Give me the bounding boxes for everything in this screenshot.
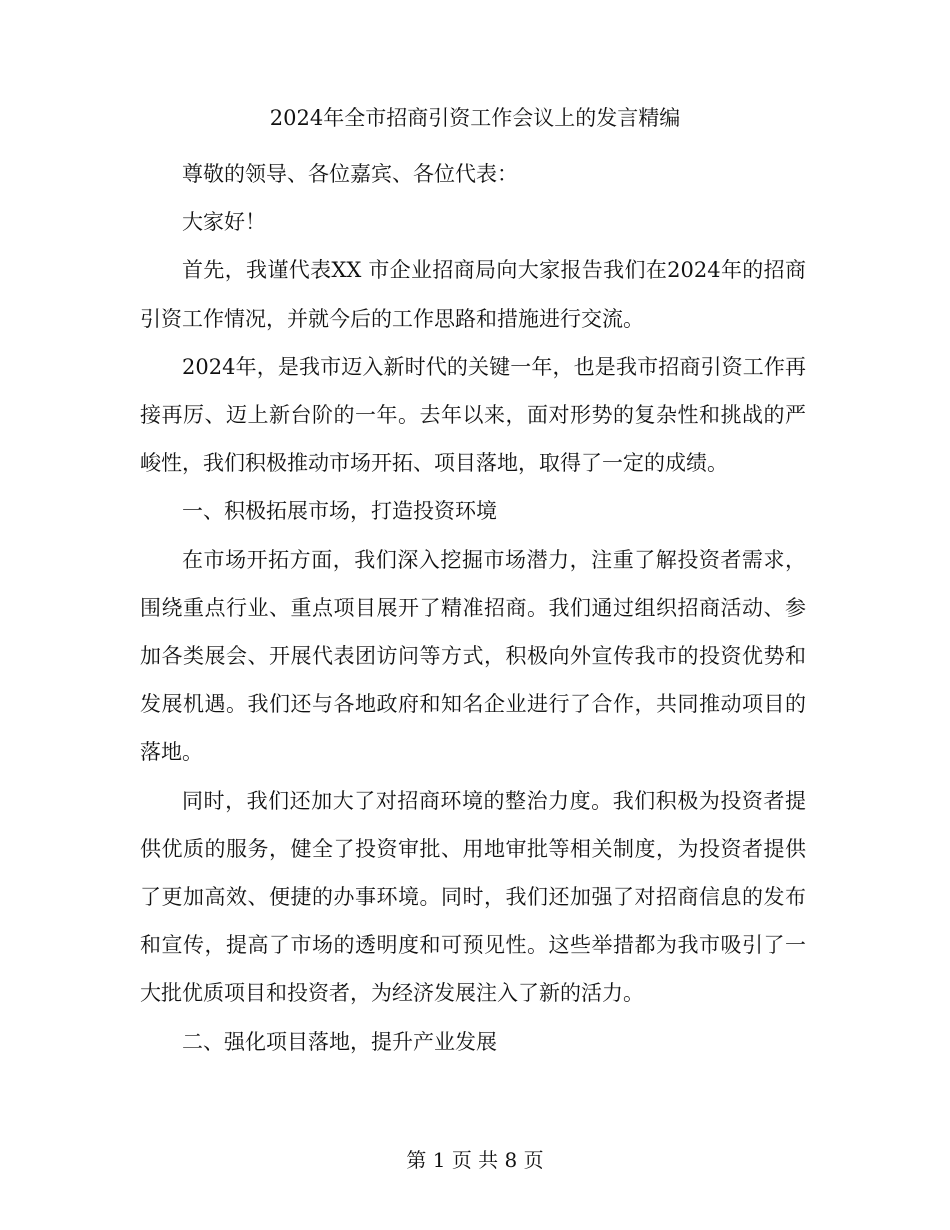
salutation: 尊敬的领导、各位嘉宾、各位代表： <box>182 162 518 186</box>
paragraph-overview: 2024年，是我市迈入新时代的关键一年，也是我市招商引资工作再接再厉、迈上新台阶的一年。去年以来，面对形势的复杂性和挑战的严峻性，我们积极推动市场开拓、项目落地，取得了一定的成绩。 <box>140 354 806 476</box>
document-title: 2024年全市招商引资工作会议上的发言精编 <box>269 106 681 130</box>
greeting: 大家好！ <box>182 210 266 235</box>
section-heading-2: 二、强化项目落地，提升产业发展 <box>182 1029 497 1054</box>
paragraph-market: 在市场开拓方面，我们深入挖掘市场潜力，注重了解投资者需求，围绕重点行业、重点项目展开了精准招商。我们通过组织招商活动、参加各类展会、开展代表团访问等方式，积极向外宣传我市的投资优势和发展机遇。我们还与各地政府和知名企业进行了合作，共同推动项目的落地。 <box>140 547 806 765</box>
paragraph-intro: 首先，我谨代表XX 市企业招商局向大家报告我们在2024年的招商引资工作情况，并就今后的工作思路和措施进行交流。 <box>140 258 806 331</box>
document-body <box>140 150 806 1066</box>
section-heading-1: 一、积极拓展市场，打造投资环境 <box>182 499 497 524</box>
page-number: 第 1 页 共 8 页 <box>406 1148 544 1172</box>
paragraph-environment: 同时，我们还加大了对招商环境的整治力度。我们积极为投资者提供优质的服务，健全了投资审批、用地审批等相关制度，为投资者提供了更加高效、便捷的办事环境。同时，我们还加强了对招商信息的发布和宣传，提高了市场的透明度和可预见性。这些举措都为我市吸引了一大批优质项目和投资者，为经济发展注入了新的活力。 <box>140 788 806 1006</box>
